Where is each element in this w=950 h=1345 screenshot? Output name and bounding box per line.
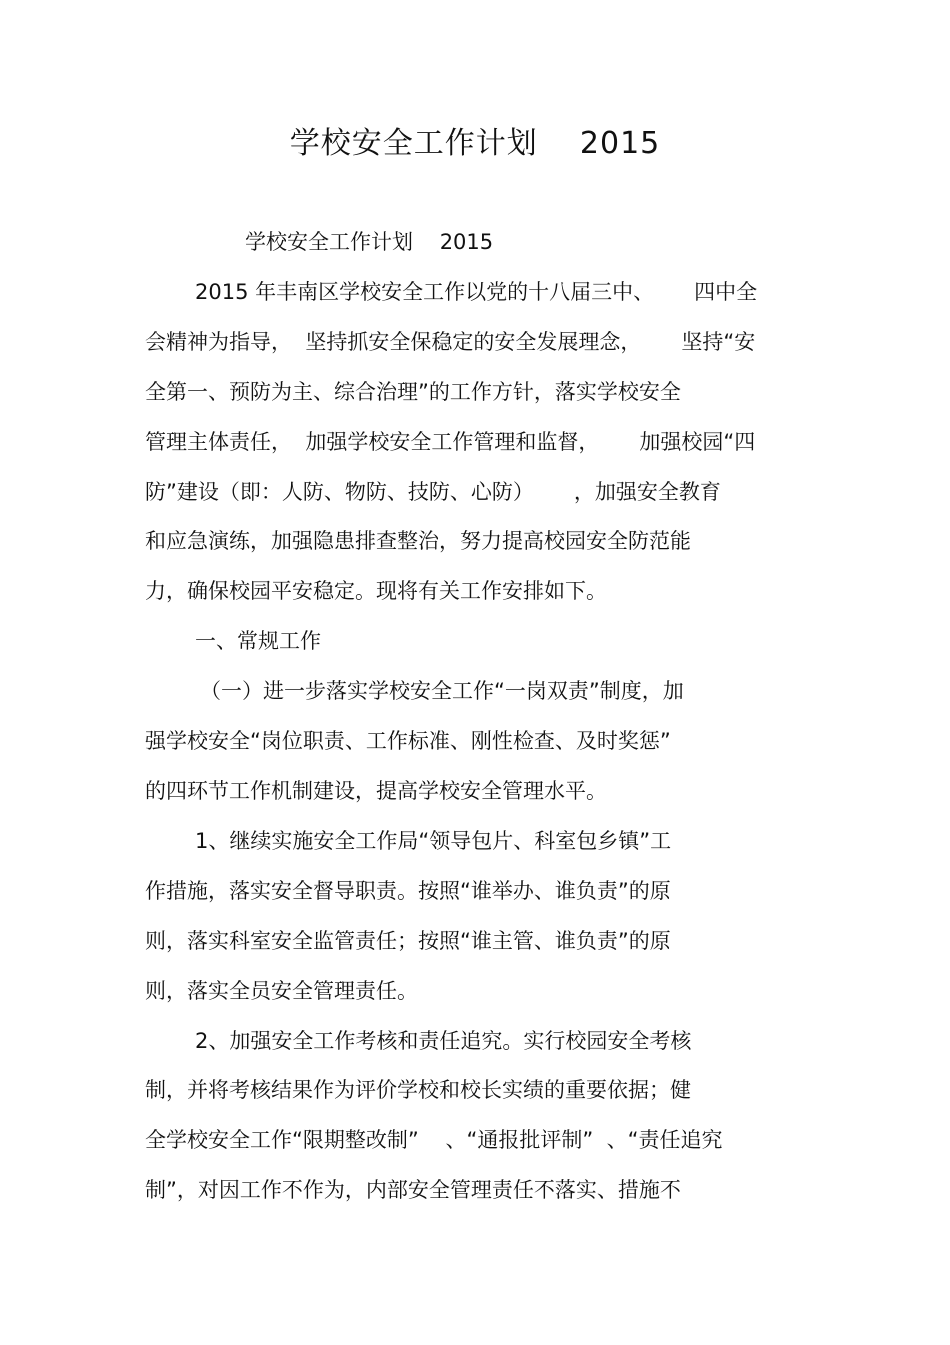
paragraph-line: 制，并将考核结果作为评价学校和校长实绩的重要依据；健 [145, 1078, 691, 1102]
paragraph-line: 会精神为指导， 坚持抓安全保稳定的安全发展理念， 坚持“安 [145, 330, 756, 354]
paragraph-line: 防”建设（即：人防、物防、技防、心防） ，加强安全教育 [145, 480, 721, 504]
paragraph-line: 的四环节工作机制建设，提高学校安全管理水平。 [145, 779, 607, 803]
paragraph-line: 管理主体责任， 加强学校安全工作管理和监督， 加强校园“四 [145, 430, 756, 454]
paragraph-line: 全学校安全工作“限期整改制” 、“通报批评制” 、“责任追究 [145, 1128, 723, 1152]
paragraph-line: 则，落实全员安全管理责任。 [145, 979, 418, 1003]
section-heading: 一、常规工作 [195, 629, 321, 653]
paragraph-line: 则，落实科室安全监管责任；按照“谁主管、谁负责”的原 [145, 929, 671, 953]
paragraph-line: 全第一、预防为主、综合治理”的工作方针，落实学校安全 [145, 380, 681, 404]
item-line: 2、加强安全工作考核和责任追究。实行校园安全考核 [195, 1029, 692, 1053]
document-title: 学校安全工作计划 2015 [289, 126, 661, 161]
paragraph-line: 制”，对因工作不作为，内部安全管理责任不落实、措施不 [145, 1178, 681, 1202]
item-line: 1、继续实施安全工作局“领导包片、科室包乡镇”工 [195, 829, 672, 853]
paragraph-line: 作措施，落实安全督导职责。按照“谁举办、谁负责”的原 [145, 879, 671, 903]
paragraph-line: 力，确保校园平安稳定。现将有关工作安排如下。 [145, 579, 607, 603]
paragraph-line: 2015 年丰南区学校安全工作以党的十八届三中、 四中全 [195, 280, 758, 304]
paragraph-line: 和应急演练，加强隐患排查整治，努力提高校园安全防范能 [145, 529, 691, 553]
subtitle-line: 学校安全工作计划 2015 [245, 230, 494, 254]
paragraph-line: 强学校安全“岗位职责、工作标准、刚性检查、及时奖惩” [145, 729, 671, 753]
subsection-line: （一）进一步落实学校安全工作“一岗双责”制度，加 [200, 679, 684, 703]
